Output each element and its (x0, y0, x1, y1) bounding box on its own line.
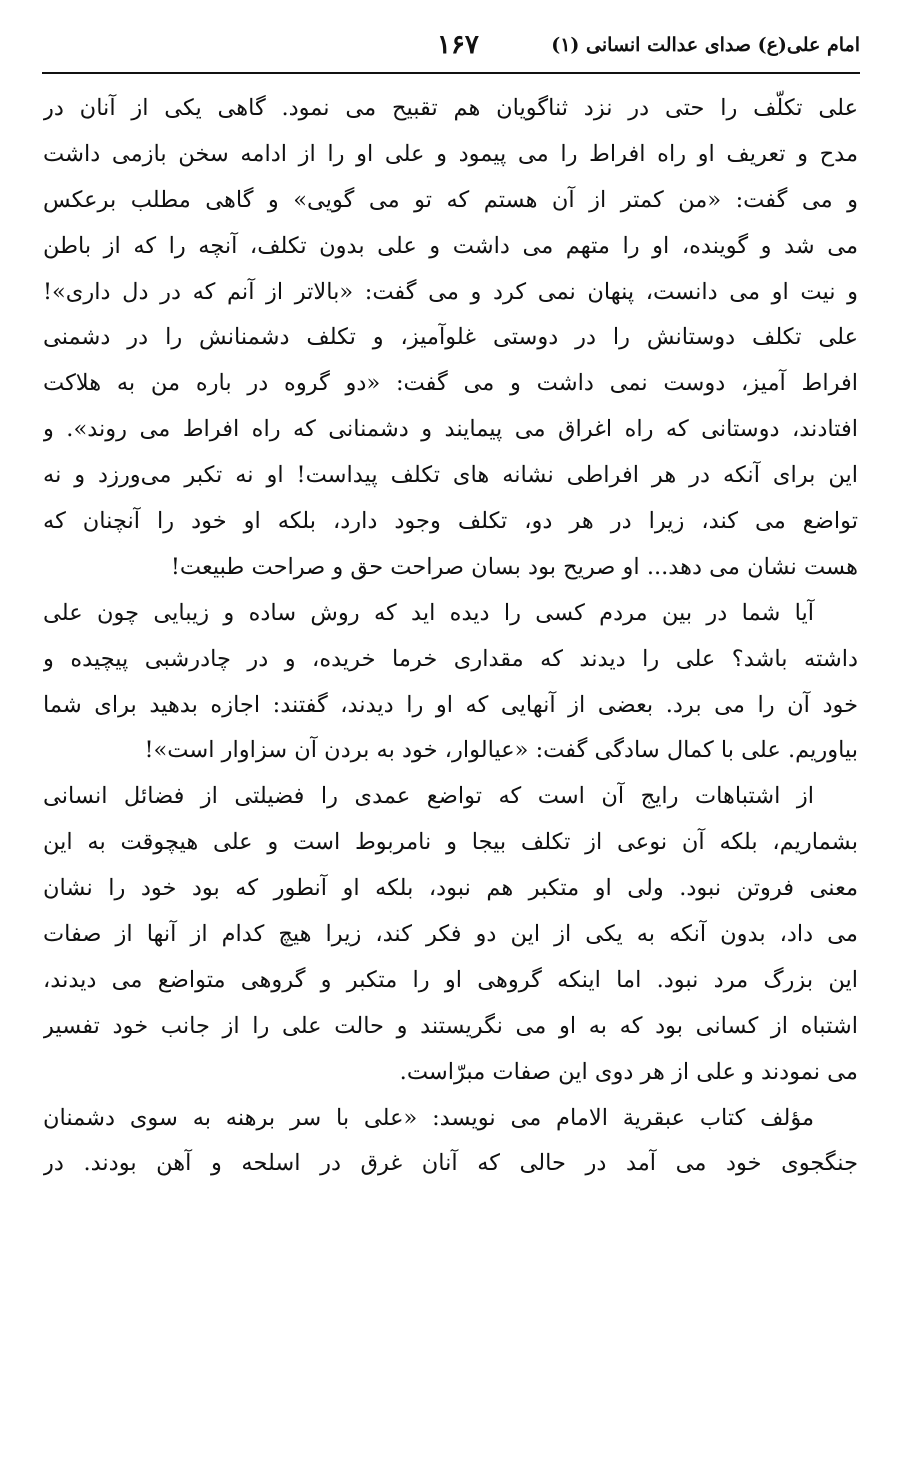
paragraph-first-line: از اشتباهات رایج آن است که تواضع عمدی را فضیلتی از فضائل انسانی (43, 783, 814, 810)
text-line: بشماریم، بلکه آن نوعی از تکلف بیجا و نامربوط است و علی هیچوقت به این (43, 829, 858, 856)
text-line: علی تکلّف را حتی در نزد ثناگویان هم تقبیح می نمود. گاهی یکی از آنان در (43, 95, 858, 121)
text-line: تواضع می کند، زیرا در هر دو، تکلف وجود دارد، بلکه او خود را آنچنان که (43, 508, 858, 535)
text-line: این بزرگ مرد نبود. اما اینکه گروهی او را متکبر و گروهی متواضع می دیدند، (43, 966, 858, 993)
text-line: می نمودند و علی از هر دوی این صفات مبرّاست. (399, 1058, 858, 1085)
text-line: افتادند، دوستانی که راه اغراق می پیمایند و دشمنانی که راه افراط می روند». و (43, 416, 858, 443)
page-header (42, 30, 860, 72)
text-line: علی تکلف دوستانش را در دوستی غلوآمیز، و تکلف دشمنانش را در دشمنی (43, 324, 858, 351)
text-line: هست نشان می دهد... او صریح بود بسان صراحت حق و صراحت طبیعت! (170, 553, 858, 580)
text-line: افراط آمیز، دوست نمی داشت و می گفت: «دو گروه در باره من به هلاکت (43, 370, 858, 397)
text-line: می شد و گوینده، او را متهم می داشت و علی بدون تکلف، آنچه را که از باطن (43, 232, 858, 259)
text-line: این برای آنکه در هر افراطی نشانه های تکلف پیداست! او نه تکبر می‌ورزد و نه (43, 462, 858, 489)
paragraph-first-line: آیا شما در بین مردم کسی را دیده اید که روش ساده و زیبایی چون علی (43, 599, 814, 626)
running-title: امام علی(ع) صدای عدالت انسانی (۱) (551, 34, 860, 56)
text-line: بیاوریم. علی با کمال سادگی گفت: «عیالوار، خود به بردن آن سزاوار است»! (144, 737, 858, 764)
text-line: اشتباه از کسانی بود که به او می نگریستند و حالت علی را از جانب خود تفسیر (43, 1012, 858, 1039)
header-divider (42, 72, 860, 74)
text-line: و نیت او می دانست، پنهان نمی کرد و می گفت: «بالاتر از آنم که در دل داری»! (43, 278, 858, 305)
paragraph-first-line: مؤلف کتاب عبقریة الامام می نویسد: «علی با سر برهنه به سوی دشمنان (43, 1104, 814, 1131)
text-line: مدح و تعریف او راه افراط را می پیمود و علی او را از ادامه سخن بازمی داشت (43, 140, 858, 167)
text-line: جنگجوی خود می آمد در حالی که آنان غرق در اسلحه و آهن بودند. در (43, 1150, 858, 1177)
body-text (43, 86, 858, 1187)
text-line: داشته باشد؟ علی را دیدند که مقداری خرما خریده، و در چادرشبی پیچیده و (43, 645, 858, 672)
page-number: ۱۶۷ (437, 30, 479, 60)
text-line: و می گفت: «من کمتر از آن هستم که تو می گویی» و گاهی مطلب برعکس (43, 186, 858, 213)
text-line: می داد، بدون آنکه به یکی از این دو فکر کند، زیرا هیچ کدام از آنها از صفات (43, 921, 858, 948)
text-line: معنی فروتن نبود. ولی او متکبر هم نبود، بلکه او آنطور که بود خود را نشان (43, 875, 858, 902)
text-line: خود آن را می برد. بعضی از آنهایی که او را دیدند، گفتند: اجازه بدهید برای شما (43, 691, 858, 718)
